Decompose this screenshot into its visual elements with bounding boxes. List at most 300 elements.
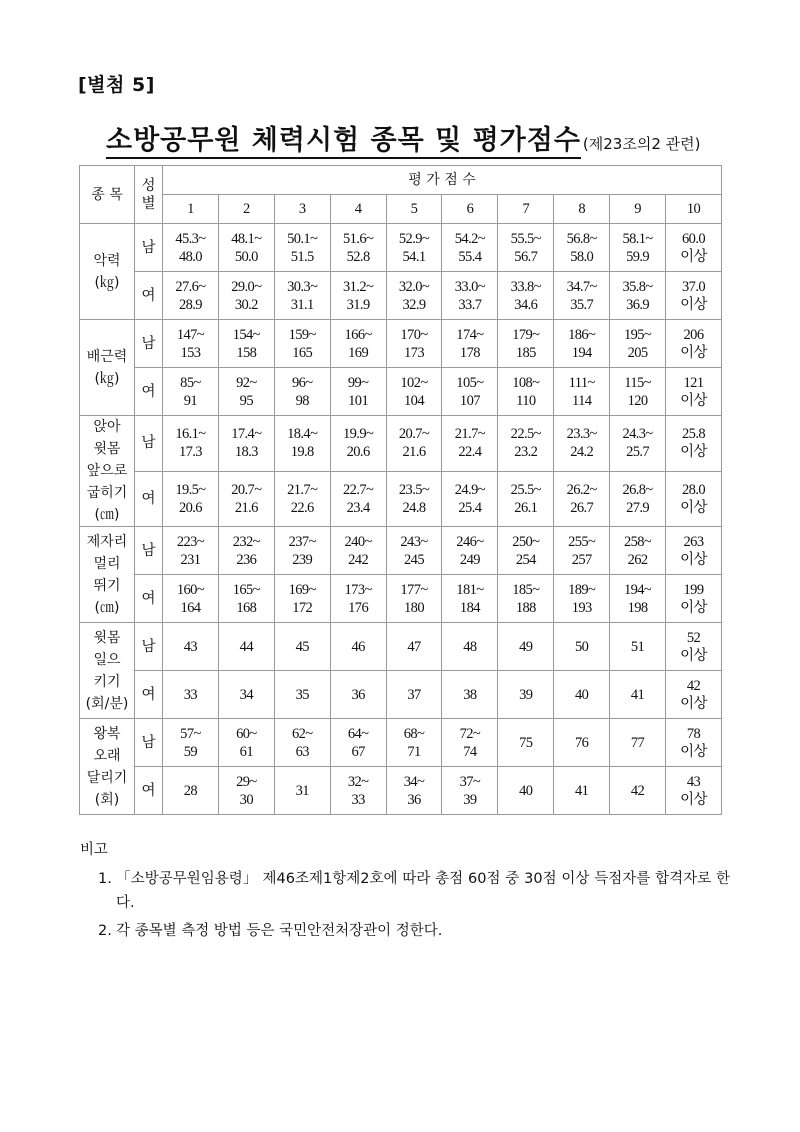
- score-value: 31: [295, 782, 309, 799]
- score-value: 21.7~ 22.4: [454, 426, 486, 461]
- note-text: 각 종목별 측정 방법 등은 국민안전처장관이 정한다.: [116, 923, 443, 939]
- score-cell: [218, 416, 274, 472]
- note-number: 2.: [98, 923, 112, 939]
- score-cell: [610, 272, 666, 320]
- score-cell: [442, 719, 498, 767]
- score-cell: [666, 719, 722, 767]
- score-cell: [554, 623, 610, 671]
- score-cell: [330, 623, 386, 671]
- score-value: 154~ 158: [232, 326, 260, 361]
- score-cell: [163, 224, 219, 272]
- score-cell: [386, 623, 442, 671]
- table-row: [80, 320, 722, 368]
- score-cell: [498, 767, 554, 815]
- score-value: 173~ 176: [344, 581, 372, 616]
- score-value: 20.7~ 21.6: [398, 426, 430, 461]
- score-cell: [274, 767, 330, 815]
- score-cell: [442, 272, 498, 320]
- score-cell: [218, 320, 274, 368]
- score-value: 48: [463, 638, 477, 655]
- score-value: 258~ 262: [623, 533, 652, 568]
- score-value: 115~ 120: [624, 374, 651, 409]
- table-row: [80, 575, 722, 623]
- score-value: 52.9~ 54.1: [398, 230, 430, 265]
- score-value: 105~ 107: [456, 374, 484, 409]
- score-cell: [163, 527, 219, 575]
- score-value: 240~ 242: [344, 533, 372, 568]
- score-cell: [218, 368, 274, 416]
- score-value: 52 이상: [680, 629, 707, 664]
- score-column-header: 9: [610, 195, 666, 224]
- score-cell: [554, 527, 610, 575]
- score-value: 237~ 239: [288, 533, 316, 568]
- score-value: 51.6~ 52.8: [343, 230, 374, 265]
- score-cell: [274, 575, 330, 623]
- sex-cell: 남: [135, 623, 163, 671]
- score-cell: [610, 416, 666, 472]
- score-value: 24.9~ 25.4: [454, 481, 486, 516]
- score-cell: [610, 527, 666, 575]
- document-title: 소방공무원 체력시험 종목 및 평가점수: [106, 125, 581, 159]
- score-cell: [498, 575, 554, 623]
- event-name-text: 배근력 (㎏): [86, 348, 128, 387]
- score-cell: [218, 767, 274, 815]
- score-cell: [386, 719, 442, 767]
- score-value: 27.6~ 28.9: [175, 278, 206, 313]
- score-value: 44: [239, 638, 253, 655]
- event-name-text: 앉아 윗몸 앞으로 굽히기 (㎝): [86, 419, 128, 523]
- score-value: 185~ 188: [512, 581, 540, 616]
- score-cell: [442, 368, 498, 416]
- score-value: 43 이상: [680, 773, 707, 808]
- score-cell: [610, 471, 666, 527]
- score-cell: [386, 320, 442, 368]
- score-cell: [666, 272, 722, 320]
- score-cell: [442, 767, 498, 815]
- table-row: [80, 527, 722, 575]
- score-value: 32.0~ 32.9: [398, 278, 430, 313]
- score-value: 186~ 194: [568, 326, 596, 361]
- score-cell: [330, 320, 386, 368]
- score-cell: [330, 272, 386, 320]
- score-value: 19.5~ 20.6: [175, 481, 206, 516]
- score-value: 42: [630, 782, 645, 799]
- score-value: 24.3~ 25.7: [622, 426, 653, 461]
- score-value: 250~ 254: [512, 533, 540, 568]
- score-value: 36: [351, 686, 365, 703]
- score-cell: [498, 719, 554, 767]
- title-note: (제23조의2 관련): [582, 135, 701, 153]
- score-value: 20.7~ 21.6: [231, 481, 262, 516]
- score-value: 169~ 172: [288, 581, 316, 616]
- score-value: 34.7~ 35.7: [566, 278, 597, 313]
- score-value: 76: [575, 734, 589, 751]
- score-cell: [330, 719, 386, 767]
- score-cell: [386, 416, 442, 472]
- score-value: 78 이상: [680, 725, 707, 760]
- score-cell: [442, 320, 498, 368]
- score-cell: [163, 368, 219, 416]
- score-cell: [610, 767, 666, 815]
- score-cell: [330, 671, 386, 719]
- score-value: 243~ 245: [400, 533, 428, 568]
- header-sex: 성별: [135, 166, 163, 224]
- note-number: 1.: [98, 871, 112, 887]
- notes-label: 비고: [80, 842, 109, 858]
- score-value: 64~ 67: [347, 725, 369, 760]
- score-value: 72~ 74: [459, 725, 481, 760]
- score-value: 111~ 114: [568, 374, 595, 409]
- score-value: 147~ 153: [176, 326, 205, 361]
- score-value: 96~ 98: [291, 374, 313, 409]
- score-cell: [554, 272, 610, 320]
- score-value: 48.1~ 50.0: [231, 230, 262, 265]
- score-value: 189~ 193: [568, 581, 596, 616]
- score-cell: [498, 368, 554, 416]
- score-value: 85~ 91: [180, 374, 201, 409]
- score-value: 60.0 이상: [680, 230, 707, 265]
- event-name: [80, 320, 135, 416]
- score-cell: [330, 527, 386, 575]
- score-cell: [163, 416, 219, 472]
- score-value: 102~ 104: [400, 374, 428, 409]
- score-value: 19.9~ 20.6: [343, 426, 374, 461]
- score-value: 177~ 180: [400, 581, 428, 616]
- table-row: [80, 272, 722, 320]
- score-cell: [554, 368, 610, 416]
- score-cell: [386, 471, 442, 527]
- score-value: 223~ 231: [176, 533, 205, 568]
- score-cell: [666, 224, 722, 272]
- score-column-header: 1: [163, 195, 219, 224]
- score-value: 42 이상: [680, 677, 707, 712]
- score-cell: [498, 623, 554, 671]
- score-value: 165~ 168: [232, 581, 260, 616]
- score-cell: [498, 224, 554, 272]
- score-value: 45.3~ 48.0: [175, 230, 206, 265]
- event-name: [80, 416, 135, 527]
- sex-cell: 여: [135, 767, 163, 815]
- score-cell: [274, 527, 330, 575]
- score-cell: [218, 671, 274, 719]
- score-value: 22.7~ 23.4: [343, 481, 374, 516]
- score-cell: [386, 272, 442, 320]
- notes-section: [80, 838, 730, 947]
- score-cell: [274, 224, 330, 272]
- score-cell: [218, 623, 274, 671]
- score-value: 35.8~ 36.9: [622, 278, 653, 313]
- score-cell: [554, 719, 610, 767]
- score-cell: [330, 575, 386, 623]
- score-cell: [442, 224, 498, 272]
- score-value: 43: [183, 638, 198, 655]
- score-cell: [610, 623, 666, 671]
- score-cell: [330, 224, 386, 272]
- score-cell: [386, 368, 442, 416]
- header-item: 종 목: [80, 166, 135, 224]
- score-cell: [218, 527, 274, 575]
- score-cell: [666, 527, 722, 575]
- notes-list: [80, 867, 730, 943]
- score-cell: [554, 471, 610, 527]
- score-cell: [498, 416, 554, 472]
- score-value: 45: [295, 638, 309, 655]
- score-cell: [163, 719, 219, 767]
- event-name-text: 왕복 오래 달리기 (회): [86, 725, 128, 808]
- score-value: 25.8 이상: [680, 426, 707, 461]
- score-cell: [218, 224, 274, 272]
- score-value: 41: [630, 686, 645, 703]
- score-cell: [666, 416, 722, 472]
- score-cell: [666, 767, 722, 815]
- score-cell: [330, 416, 386, 472]
- score-value: 50: [575, 638, 589, 655]
- score-cell: [554, 416, 610, 472]
- score-value: 31.2~ 31.9: [343, 278, 374, 313]
- score-cell: [554, 767, 610, 815]
- note-item: [80, 867, 730, 915]
- score-cell: [554, 671, 610, 719]
- score-cell: [386, 527, 442, 575]
- score-value: 49: [519, 638, 533, 655]
- score-value: 34: [239, 686, 253, 703]
- score-value: 92~ 95: [236, 374, 257, 409]
- event-name: [80, 224, 135, 320]
- score-value: 77: [630, 734, 645, 751]
- event-name: [80, 623, 135, 719]
- score-value: 159~ 165: [288, 326, 316, 361]
- score-column-header: 10: [666, 195, 722, 224]
- note-text: 「소방공무원임용령」 제46조제1항제2호에 따라 총점 60점 중 30점 이상 득점자를 합격자로 한다.: [116, 871, 730, 911]
- score-cell: [274, 471, 330, 527]
- score-value: 181~ 184: [456, 581, 484, 616]
- score-value: 18.4~ 19.8: [287, 426, 318, 461]
- score-value: 51: [630, 638, 645, 655]
- score-value: 108~ 110: [512, 374, 540, 409]
- score-value: 26.2~ 26.7: [566, 481, 597, 516]
- score-value: 16.1~ 17.3: [175, 426, 206, 461]
- score-cell: [163, 272, 219, 320]
- score-cell: [218, 272, 274, 320]
- score-cell: [498, 320, 554, 368]
- score-value: 23.5~ 24.8: [398, 481, 430, 516]
- score-cell: [274, 272, 330, 320]
- score-cell: [330, 368, 386, 416]
- score-cell: [163, 320, 219, 368]
- score-cell: [442, 623, 498, 671]
- score-value: 30.3~ 31.1: [287, 278, 318, 313]
- score-cell: [610, 671, 666, 719]
- sex-cell: 남: [135, 320, 163, 368]
- event-name-text: 악력 (㎏): [93, 252, 121, 291]
- score-value: 47: [407, 638, 421, 655]
- score-cell: [442, 527, 498, 575]
- score-value: 194~ 198: [623, 581, 652, 616]
- score-cell: [163, 671, 219, 719]
- score-value: 22.5~ 23.2: [510, 426, 541, 461]
- score-value: 75: [519, 734, 533, 751]
- sex-cell: 여: [135, 272, 163, 320]
- header-score: 평 가 점 수: [163, 166, 722, 195]
- score-value: 41: [575, 782, 589, 799]
- sex-cell: 여: [135, 368, 163, 416]
- score-value: 56.8~ 58.0: [566, 230, 597, 265]
- score-column-header: 5: [386, 195, 442, 224]
- score-column-header: 3: [274, 195, 330, 224]
- score-value: 21.7~ 22.6: [287, 481, 318, 516]
- score-value: 54.2~ 55.4: [454, 230, 486, 265]
- score-cell: [163, 471, 219, 527]
- score-value: 33.0~ 33.7: [454, 278, 486, 313]
- score-value: 23.3~ 24.2: [566, 426, 597, 461]
- score-value: 40: [575, 686, 589, 703]
- score-cell: [218, 575, 274, 623]
- title-row: [106, 118, 726, 157]
- score-cell: [498, 272, 554, 320]
- score-value: 60~ 61: [236, 725, 257, 760]
- score-value: 33: [183, 686, 198, 703]
- score-cell: [386, 767, 442, 815]
- score-value: 29.0~ 30.2: [231, 278, 262, 313]
- score-value: 26.8~ 27.9: [622, 481, 653, 516]
- score-value: 195~ 205: [623, 326, 652, 361]
- score-cell: [554, 320, 610, 368]
- table-row: [80, 368, 722, 416]
- score-value: 232~ 236: [232, 533, 260, 568]
- score-cell: [442, 671, 498, 719]
- score-cell: [666, 671, 722, 719]
- score-value: 25.5~ 26.1: [510, 481, 541, 516]
- event-name: [80, 527, 135, 623]
- score-value: 121 이상: [680, 374, 707, 409]
- sex-cell: 남: [135, 224, 163, 272]
- score-value: 37~ 39: [459, 773, 481, 808]
- score-value: 28.0 이상: [680, 481, 707, 516]
- score-value: 33.8~ 34.6: [510, 278, 541, 313]
- score-cell: [274, 671, 330, 719]
- score-cell: [218, 471, 274, 527]
- score-cell: [666, 368, 722, 416]
- table-row: [80, 719, 722, 767]
- score-value: 37: [407, 686, 421, 703]
- score-value: 179~ 185: [512, 326, 540, 361]
- score-cell: [442, 575, 498, 623]
- table-row: [80, 671, 722, 719]
- score-cell: [163, 623, 219, 671]
- score-value: 28: [183, 782, 198, 799]
- attachment-label: [별첨 5]: [78, 74, 155, 96]
- event-name: [80, 719, 135, 815]
- score-value: 99~ 101: [347, 374, 369, 409]
- score-cell: [386, 671, 442, 719]
- event-name-text: 제자리 멀리 뛰기 (㎝): [86, 533, 128, 616]
- score-value: 166~ 169: [344, 326, 372, 361]
- score-cell: [498, 671, 554, 719]
- score-value: 57~ 59: [180, 725, 201, 760]
- score-value: 199 이상: [680, 581, 707, 616]
- score-value: 17.4~ 18.3: [231, 426, 262, 461]
- sex-cell: 여: [135, 575, 163, 623]
- score-column-header: 2: [218, 195, 274, 224]
- score-value: 255~ 257: [568, 533, 596, 568]
- score-cell: [163, 575, 219, 623]
- sex-cell: 남: [135, 527, 163, 575]
- score-value: 174~ 178: [456, 326, 484, 361]
- score-value: 160~ 164: [176, 581, 205, 616]
- table-row: [80, 416, 722, 472]
- score-value: 50.1~ 51.5: [287, 230, 318, 265]
- score-value: 46: [351, 638, 365, 655]
- score-value: 37.0 이상: [680, 278, 707, 313]
- score-cell: [610, 719, 666, 767]
- score-column-header: 8: [554, 195, 610, 224]
- score-value: 263 이상: [680, 533, 707, 568]
- score-cell: [610, 575, 666, 623]
- score-cell: [666, 320, 722, 368]
- note-item: [80, 919, 730, 943]
- score-cell: [274, 719, 330, 767]
- score-cell: [554, 575, 610, 623]
- score-cell: [442, 416, 498, 472]
- score-value: 38: [463, 686, 477, 703]
- score-cell: [218, 719, 274, 767]
- score-value: 35: [295, 686, 309, 703]
- score-cell: [163, 767, 219, 815]
- sex-cell: 남: [135, 416, 163, 472]
- score-value: 40: [519, 782, 533, 799]
- score-cell: [330, 471, 386, 527]
- score-table: [79, 165, 722, 815]
- score-value: 55.5~ 56.7: [510, 230, 541, 265]
- score-value: 206 이상: [680, 326, 707, 361]
- score-cell: [330, 767, 386, 815]
- score-cell: [274, 368, 330, 416]
- event-name-text: 윗몸 일으 키기 (회/분): [85, 629, 129, 712]
- score-cell: [666, 575, 722, 623]
- table-row: [80, 767, 722, 815]
- score-cell: [554, 224, 610, 272]
- sex-cell: 남: [135, 719, 163, 767]
- score-cell: [498, 527, 554, 575]
- score-value: 68~ 71: [403, 725, 425, 760]
- score-value: 32~ 33: [347, 773, 369, 808]
- score-cell: [610, 224, 666, 272]
- score-value: 34~ 36: [403, 773, 425, 808]
- score-value: 170~ 173: [400, 326, 428, 361]
- score-value: 62~ 63: [291, 725, 313, 760]
- score-value: 246~ 249: [456, 533, 484, 568]
- score-value: 58.1~ 59.9: [622, 230, 653, 265]
- score-cell: [666, 623, 722, 671]
- sex-cell: 여: [135, 671, 163, 719]
- score-cell: [610, 368, 666, 416]
- table-row: [80, 471, 722, 527]
- score-column-header: 6: [442, 195, 498, 224]
- score-column-header: 7: [498, 195, 554, 224]
- score-cell: [386, 575, 442, 623]
- table-row: [80, 623, 722, 671]
- score-value: 39: [519, 686, 533, 703]
- score-cell: [386, 224, 442, 272]
- score-cell: [274, 320, 330, 368]
- score-cell: [610, 320, 666, 368]
- score-column-header: 4: [330, 195, 386, 224]
- score-cell: [498, 471, 554, 527]
- score-cell: [442, 471, 498, 527]
- table-row: [80, 224, 722, 272]
- score-cell: [274, 416, 330, 472]
- score-value: 29~ 30: [236, 773, 257, 808]
